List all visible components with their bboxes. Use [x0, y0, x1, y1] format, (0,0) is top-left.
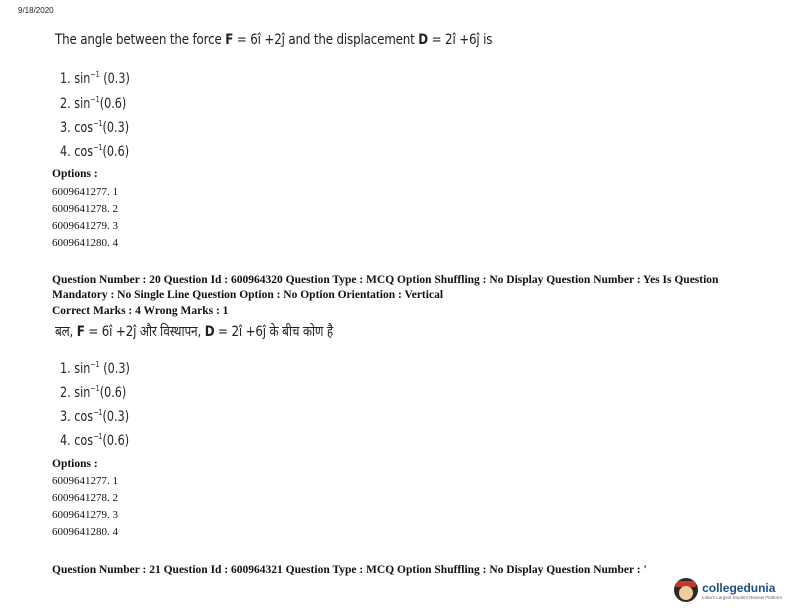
q20-option-4: 4. $\cos^{-1}(0.6)$: [60, 432, 130, 449]
q19-option-1: 1. $\sin^{-1} (0.3)$: [60, 70, 130, 87]
question-20-text: बल, F = 6î +2ĵ और विस्थापन, D = 2î +6ĵ के बीच कोण है: [55, 324, 334, 340]
collegedunia-logo: [674, 578, 782, 602]
logo-name: collegedunia: [702, 580, 776, 595]
logo-tagline: India's Largest Student Review Platform: [702, 594, 782, 600]
q19-option-id-2: 6009641278. 2: [52, 203, 118, 215]
q19-options-label: Options :: [52, 168, 98, 180]
q19-option-3: 3. $\cos^{-1}(0.3)$: [60, 119, 130, 136]
q19-option-id-3: 6009641279. 3: [52, 220, 118, 232]
q20-meta-line-1: Question Number : 20 Question Id : 600964320 Question Type : MCQ Option Shuffling : No Display Question Number : Yes Is Question: [52, 274, 719, 286]
q20-option-3: 3. $\cos^{-1}(0.3)$: [60, 408, 130, 425]
q19-option-2: 2. $\sin^{-1}(0.6)$: [60, 95, 127, 112]
mascot-icon: [674, 578, 698, 602]
q20-options-label: Options :: [52, 458, 98, 470]
q19-option-id-1: 6009641277. 1: [52, 186, 118, 198]
print-date: 9/18/2020: [18, 6, 54, 15]
q19-option-4: 4. $\cos^{-1}(0.6)$: [60, 143, 130, 160]
q20-option-2: 2. $\sin^{-1}(0.6)$: [60, 384, 127, 401]
q20-marks: Correct Marks : 4 Wrong Marks : 1: [52, 305, 229, 317]
q20-option-1: 1. $\sin^{-1} (0.3)$: [60, 360, 130, 377]
question-19-text: The angle between the force F = 6î +2ĵ and the displacement D = 2î +6ĵ is: [55, 32, 493, 48]
q20-option-id-1: 6009641277. 1: [52, 475, 118, 487]
q21-meta-line-1: Question Number : 21 Question Id : 600964321 Question Type : MCQ Option Shuffling : No Display Question Number : ': [52, 564, 647, 576]
q20-option-id-2: 6009641278. 2: [52, 492, 118, 504]
q19-option-id-4: 6009641280. 4: [52, 237, 118, 249]
q20-option-id-3: 6009641279. 3: [52, 509, 118, 521]
q20-meta-line-2: Mandatory : No Single Line Question Option : No Option Orientation : Vertical: [52, 289, 444, 301]
q20-option-id-4: 6009641280. 4: [52, 526, 118, 538]
